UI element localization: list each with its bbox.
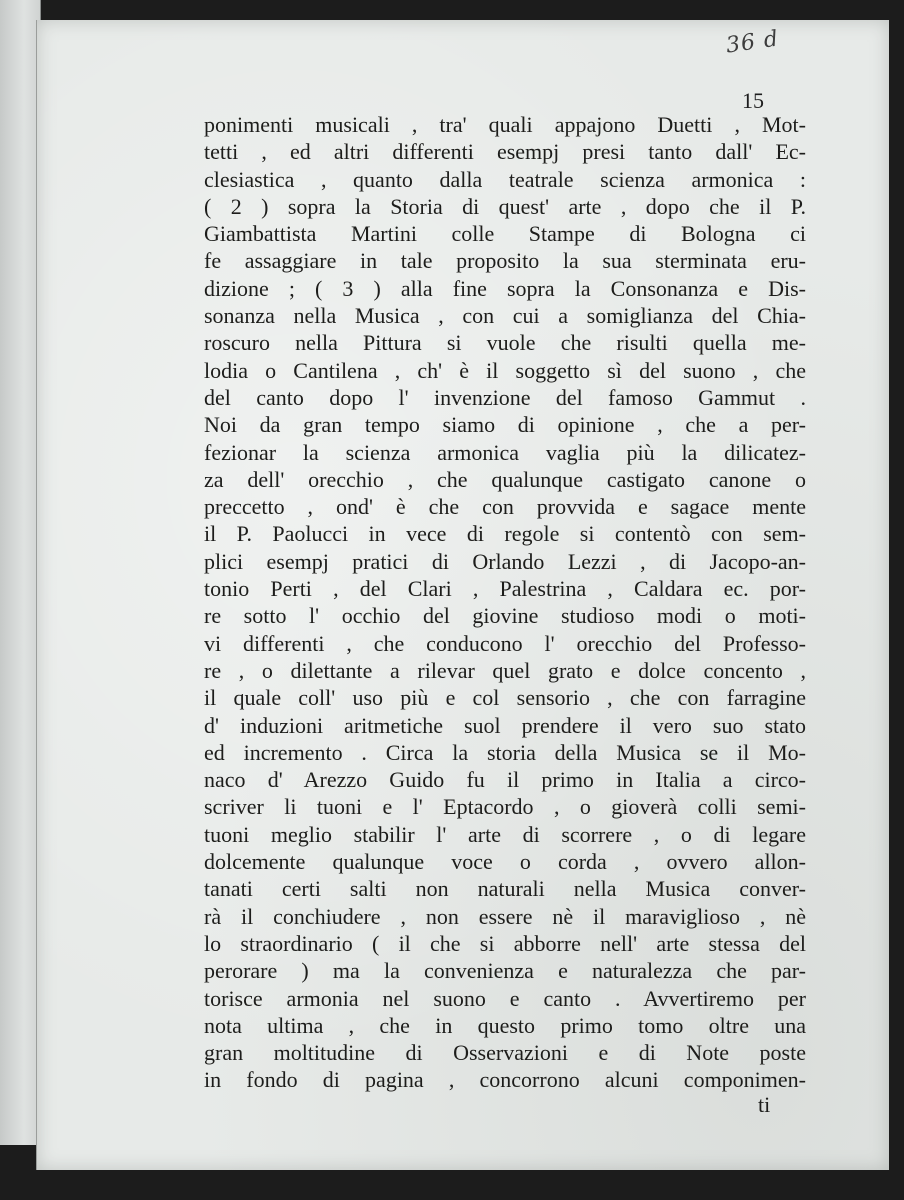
- text-line: clesiastica , quanto dalla teatrale scienza armonica :: [204, 166, 806, 192]
- text-line: fe assaggiare in tale proposito la sua sterminata eru-: [204, 248, 806, 274]
- catchword: ti: [758, 1092, 771, 1117]
- text-line: plici esempj pratici di Orlando Lezzi , di Jacopo-an-: [204, 548, 806, 574]
- text-line: nota ultima , che in questo primo tomo oltre una: [204, 1012, 806, 1038]
- text-line: za dell' orecchio , che qualunque castigato canone o: [204, 466, 806, 492]
- text-line: tetti , ed altri differenti esempj presi tanto dall' Ec-: [204, 139, 806, 165]
- text-line: Noi da gran tempo siamo di opinione , che a per-: [204, 412, 806, 438]
- text-line: il P. Paolucci in vece di regole si contentò con sem-: [204, 521, 806, 547]
- text-line: ponimenti musicali , tra' quali appajono Duetti , Mot-: [204, 112, 806, 137]
- text-line: gran moltitudine di Osservazioni e di Note poste: [204, 1040, 806, 1066]
- adjacent-page-edge: [0, 0, 41, 1145]
- body-text: [204, 111, 806, 1094]
- text-line: sonanza nella Musica , con cui a somiglianza del Chia-: [204, 303, 806, 329]
- text-line: re , o dilettante a rilevar quel grato e dolce concento ,: [204, 657, 806, 683]
- text-line: in fondo di pagina , concorrono alcuni componimen-: [204, 1067, 806, 1093]
- text-line: tuoni meglio stabilir l' arte di scorrere , o di legare: [204, 821, 806, 847]
- text-line: Giambattista Martini colle Stampe di Bologna ci: [204, 221, 806, 247]
- text-line: il quale coll' uso più e col sensorio , che con farragine: [204, 685, 806, 711]
- text-line: ed incremento . Circa la storia della Musica se il Mo-: [204, 739, 806, 765]
- text-line: tanati certi salti non naturali nella Musica conver-: [204, 876, 806, 902]
- text-line: ( 2 ) sopra la Storia di quest' arte , dopo che il P.: [204, 193, 806, 219]
- text-line: lo straordinario ( il che si abborre nell' arte stessa del: [204, 930, 806, 956]
- page-number: 15: [742, 88, 764, 113]
- text-line: rà il conchiudere , non essere nè il maraviglioso , nè: [204, 903, 806, 929]
- text-line: tonio Perti , del Clari , Palestrina , Caldara ec. por-: [204, 576, 806, 602]
- text-line: del canto dopo l' invenzione del famoso Gammut .: [204, 384, 806, 410]
- text-line: naco d' Arezzo Guido fu il primo in Italia a circo-: [204, 767, 806, 793]
- text-line: lodia o Cantilena , ch' è il soggetto sì del suono , che: [204, 357, 806, 383]
- text-line: preccetto , ond' è che con provvida e sagace mente: [204, 494, 806, 520]
- handwritten-shelfmark: 36 d: [724, 26, 781, 59]
- text-line: dolcemente qualunque voce o corda , ovvero allon-: [204, 849, 806, 875]
- text-line: re sotto l' occhio del giovine studioso modi o moti-: [204, 603, 806, 629]
- text-line: roscuro nella Pittura si vuole che risulti quella me-: [204, 330, 806, 356]
- text-line: torisce armonia nel suono e canto . Avvertiremo per: [204, 985, 806, 1011]
- text-line: perorare ) ma la convenienza e naturalezza che par-: [204, 958, 806, 984]
- text-line: dizione ; ( 3 ) alla fine sopra la Consonanza e Dis-: [204, 275, 806, 301]
- text-line: vi differenti , che conducono l' orecchio del Professo-: [204, 630, 806, 656]
- text-line: d' induzioni aritmetiche suol prendere il vero suo stato: [204, 712, 806, 738]
- text-line: fezionar la scienza armonica vaglia più la dilicatez-: [204, 439, 806, 465]
- text-line: scriver li tuoni e l' Eptacordo , o gioverà colli semi-: [204, 794, 806, 820]
